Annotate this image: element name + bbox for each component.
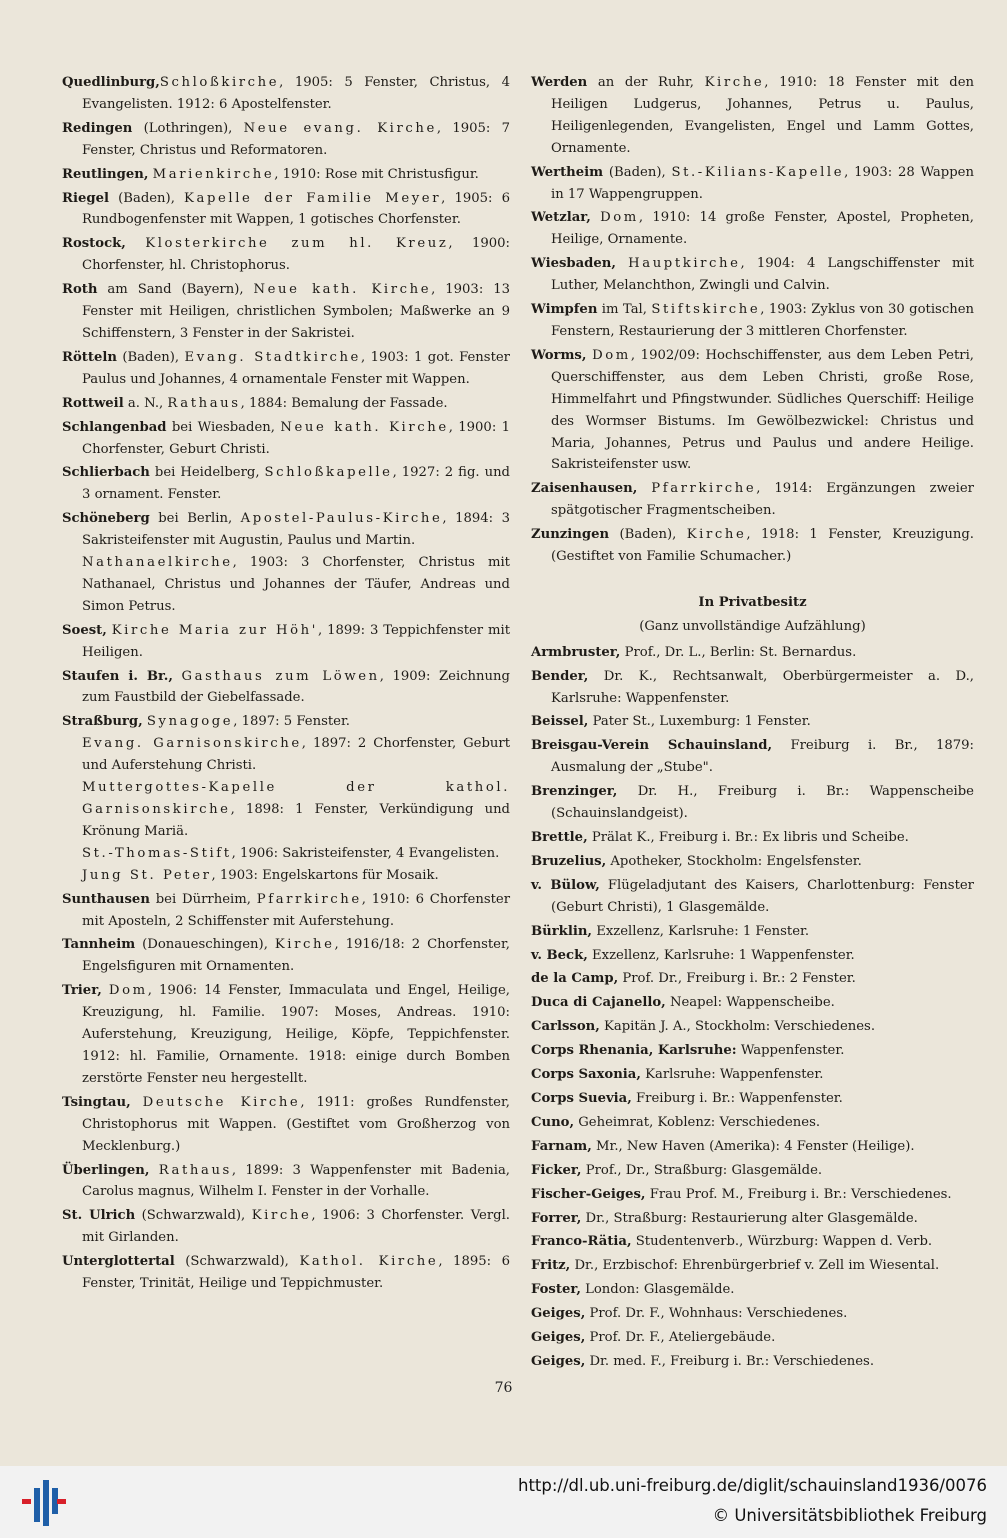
building-name: Kirche — [686, 527, 747, 543]
list-item — [531, 921, 974, 943]
entry-text: , 1910: Rose mit Christusfigur. — [274, 166, 479, 182]
list-item — [531, 968, 974, 990]
entry-text: , 1897: 5 Fenster. — [233, 714, 350, 730]
entry-text: , 1905: 6 Rundbogenfenster mit Wappen, 1 gotisches Chorfenster. — [82, 190, 510, 228]
building-name: Kathol. Kirche — [299, 1254, 439, 1270]
entry-text: am Sand (Bayern), — [97, 282, 254, 298]
entry-text: , 1903: Zyklus von 30 gotischen Fenstern, Restaurierung der 3 mittleren Chorfenster. — [551, 302, 974, 339]
owner-name: Fischer-Geiges, — [531, 1186, 646, 1202]
entry-text: (Baden), — [603, 164, 672, 180]
list-item — [62, 347, 510, 391]
entry-text: (Baden), — [108, 190, 185, 206]
entry-text: Prälat K., Freiburg i. Br.: Ex libris und Scheibe. — [587, 830, 909, 845]
building-name: Evang. Stadtkirche — [184, 349, 361, 365]
list-item — [62, 462, 510, 506]
building-name: Nathanaelkirche — [82, 555, 233, 571]
list-item — [531, 1112, 974, 1134]
list-item — [62, 733, 510, 777]
place-name: Wetzlar, — [531, 210, 591, 226]
list-item — [62, 164, 510, 186]
list-item — [531, 666, 974, 710]
list-item — [531, 851, 974, 873]
building-name: Kirche — [274, 937, 335, 953]
entry-text: a. N., — [123, 395, 168, 411]
owner-name: Brettle, — [531, 830, 588, 845]
entry-text: , 1910: 6 Chorfenster mit Aposteln, 2 Schiffenster mit Auferstehung. — [82, 891, 510, 929]
building-name: St.-Thomas-Stift — [82, 845, 232, 861]
list-item — [62, 552, 510, 618]
entry-text: an der Ruhr, — [587, 75, 705, 90]
list-item — [62, 666, 510, 710]
list-item — [62, 934, 510, 978]
place-name: Überlingen, — [62, 1162, 150, 1178]
building-name: Gasthaus zum Löwen — [181, 668, 380, 684]
list-item — [62, 980, 510, 1090]
list-item — [62, 1205, 510, 1249]
entry-text: , 1899: 3 Teppichfenster mit Heiligen. — [82, 622, 510, 660]
place-name: Sunthausen — [62, 891, 150, 907]
entry-text: , 1910: 14 große Fenster, Apostel, Propheten, Heilige, Ornamente. — [551, 210, 974, 248]
list-item — [62, 1251, 510, 1295]
place-name: Tannheim — [62, 937, 136, 953]
place-name: Rostock, — [62, 236, 126, 252]
place-name: Reutlingen, — [62, 166, 149, 182]
entry-text: Prof. Dr. F., Wohnhaus: Verschiedenes. — [585, 1306, 848, 1322]
building-name: Dom — [108, 983, 148, 999]
building-name: Kirche Maria zur Höh' — [111, 622, 319, 638]
list-item — [531, 72, 974, 160]
list-item — [531, 1279, 974, 1301]
right-column — [531, 72, 974, 1375]
list-item — [531, 1327, 974, 1349]
list-item — [531, 781, 974, 825]
list-item — [62, 72, 510, 116]
entry-text: Frau Prof. M., Freiburg i. Br.: Verschiedenes. — [645, 1186, 952, 1202]
section-title: In Privatbesitz — [698, 594, 807, 610]
entry-text — [173, 669, 182, 684]
list-item — [62, 279, 510, 345]
building-name: Evang. Garnisonskirche — [82, 736, 302, 752]
copyright-notice: © Universitätsbibliothek Freiburg — [712, 1506, 987, 1525]
right-column-entries — [531, 72, 974, 568]
owner-name: Foster, — [531, 1282, 581, 1298]
entry-text — [149, 1163, 158, 1178]
building-name: Rathaus — [158, 1162, 232, 1178]
owner-name: Armbruster, — [531, 644, 621, 660]
entry-text: , 1903: 1 got. Fenster Paulus und Johannes, 4 ornamentale Fenster mit Wappen. — [82, 349, 510, 387]
list-item — [531, 1303, 974, 1325]
entry-text: Kapitän J. A., Stockholm: Verschiedenes. — [599, 1019, 876, 1035]
owner-name: Farnam, — [531, 1138, 592, 1154]
entry-text: , 1903: 28 Wappen in 17 Wappengruppen. — [551, 164, 974, 202]
place-name: Trier, — [62, 983, 102, 999]
place-name: St. Ulrich — [62, 1208, 136, 1224]
place-name: Straßburg, — [62, 714, 143, 730]
owner-name: Forrer, — [531, 1210, 582, 1226]
entry-text: , 1918: 1 Fenster, Kreuzigung. (Gestiftet von Familie Schumacher.) — [551, 527, 974, 565]
entry-text: im Tal, — [597, 302, 652, 318]
entry-text — [131, 1095, 143, 1110]
owner-name: Corps Saxonia, — [531, 1067, 641, 1083]
entry-text: , 1900: Chorfenster, hl. Christophorus. — [82, 236, 510, 274]
owner-name: Breisgau-Verein Schauinsland, — [531, 738, 773, 754]
building-name: St.-Kilians-Kapelle — [671, 164, 845, 180]
entry-text: , 1905: 7 Fenster, Christus und Reformatoren. — [82, 120, 510, 158]
list-item — [531, 642, 974, 664]
entry-text: , 1910: 18 Fenster mit den Heiligen Ludgerus, Johannes, Petrus u. Paulus, Heiligenlegenden, Evangelisten, Engel und Lamm Gottes, Ornamente. — [551, 75, 974, 156]
building-name: Deutsche Kirche — [142, 1094, 301, 1110]
entry-text: Studentenverb., Würzburg: Wappen d. Verb. — [631, 1234, 933, 1250]
building-name: Muttergottes-Kapelle der kathol. Garnisonskirche — [82, 780, 510, 817]
building-name: Kirche — [704, 75, 765, 90]
owner-name: Bender, — [531, 668, 589, 684]
building-name: Hauptkirche — [628, 256, 741, 272]
place-name: Werden — [531, 75, 588, 90]
place-name: Worms, — [531, 347, 587, 363]
list-item — [531, 345, 974, 476]
owner-name: Beissel, — [531, 714, 589, 730]
private-entries — [531, 642, 974, 1373]
owner-name: Carlsson, — [531, 1019, 600, 1035]
list-item — [531, 1136, 974, 1158]
entry-text: (Donaueschingen), — [135, 937, 275, 953]
page-number: 76 — [494, 1380, 513, 1396]
list-item — [62, 508, 510, 552]
list-item — [62, 777, 510, 843]
list-item — [531, 524, 974, 568]
entry-text: (Baden), — [116, 349, 185, 365]
entry-text: Flügeladjutant des Kaisers, Charlottenburg: Fenster (Geburt Christi), 1 Glasgemälde. — [551, 877, 974, 915]
owner-name: v. Bülow, — [531, 877, 600, 893]
building-name: Synagoge — [146, 714, 234, 730]
entry-text: (Schwarzwald), — [135, 1208, 252, 1224]
list-item — [62, 233, 510, 277]
owner-name: Corps Rhenania, Karlsruhe: — [531, 1043, 737, 1059]
entry-text: bei Wiesbaden, — [166, 419, 281, 435]
entry-text: , 1897: 2 Chorfenster, Geburt und Auferstehung Christi. — [82, 736, 510, 774]
building-name: Neue kath. Kirche — [253, 282, 432, 298]
list-item — [531, 1040, 974, 1062]
building-name: Schloßkirche — [159, 75, 280, 90]
place-name: Unterglottertal — [62, 1254, 175, 1270]
entry-text: , 1894: 3 Sakristeifenster mit Augustin, Paulus und Martin. — [82, 511, 510, 549]
owner-name: Cuno, — [531, 1114, 575, 1130]
list-item — [531, 207, 974, 251]
place-name: Staufen i. Br., — [62, 668, 173, 684]
entry-text: , 1902/09: Hochschiffenster, aus dem Leben Petri, Querschiffenster, aus dem Leben Christi, große Rose, Himmelfahrt und Pfingstwunder. Südliches Querschiff: Heilige des Wormser Bistums. Im Gewölbezwickel: Christus und Maria, Johannes, Petrus und Paulus und andere Heilige. Sakristeifenster usw. — [551, 347, 974, 473]
list-item — [531, 1088, 974, 1110]
place-name: Quedlinburg, — [62, 75, 160, 90]
place-name: Redingen — [62, 120, 133, 136]
list-item — [531, 1208, 974, 1230]
list-item — [62, 889, 510, 933]
entry-text — [126, 236, 145, 251]
owner-name: Geiges, — [531, 1353, 586, 1369]
list-item — [531, 711, 974, 733]
entry-text: , 1905: 5 Fenster, Christus, 4 Evangelisten. 1912: 6 Apostelfenster. — [82, 75, 510, 112]
entry-text: bei Heidelberg, — [149, 465, 265, 481]
source-url[interactable]: http://dl.ub.uni-freiburg.de/diglit/schauinsland1936/0076 — [517, 1476, 987, 1495]
footer-bar — [0, 1466, 1007, 1538]
list-item — [531, 945, 974, 967]
entry-text: Karlsruhe: Wappenfenster. — [640, 1067, 824, 1083]
list-item — [62, 865, 510, 887]
entry-text: Freiburg i. Br.: Wappenfenster. — [631, 1090, 843, 1106]
entry-text: , 1903: 3 Chorfenster, Christus mit Nathanael, Christus und Johannes der Täufer, Andreas und Simon Petrus. — [82, 555, 510, 614]
place-name: Roth — [62, 282, 98, 298]
list-item — [62, 188, 510, 232]
entry-text: Dr. H., Freiburg i. Br.: Wappenscheibe (Schauinslandgeist). — [551, 784, 974, 822]
owner-name: Franco-Rätia, — [531, 1234, 632, 1250]
entry-text: , 1906: Sakristeifenster, 4 Evangelisten. — [231, 845, 500, 861]
building-name: Jung St. Peter — [82, 867, 212, 883]
list-item — [62, 1092, 510, 1158]
left-column — [62, 72, 510, 1297]
entry-text: , 1916/18: 2 Chorfenster, Engelsfiguren mit Ornamenten. — [82, 937, 510, 975]
entry-text: , 1906: 14 Fenster, Immaculata und Engel, Heilige, Kreuzigung, hl. Familie. 1907: Moses, Andreas. 1910: Auferstehung, Kreuzigung, Heilige, Köpfe, Teppichfenster. 1912: hl. Familie, Ornamente. 1918: einige durch Bomben zerstörte Fenster neu hergestellt. — [82, 983, 510, 1086]
list-item — [62, 620, 510, 664]
owner-name: de la Camp, — [531, 971, 619, 987]
entry-text: London: Glasgemälde. — [580, 1282, 735, 1298]
place-name: Soest, — [62, 622, 107, 638]
list-item — [62, 393, 510, 415]
entry-text: , 1899: 3 Wappenfenster mit Badenia, Carolus magnus, Wilhelm I. Fenster in der Vorhalle. — [82, 1162, 511, 1200]
building-name: Stiftskirche — [651, 302, 761, 318]
list-item — [531, 1351, 974, 1373]
owner-name: Bürklin, — [531, 923, 593, 939]
list-item — [531, 875, 974, 919]
building-name: Marienkirche — [152, 166, 275, 182]
entry-text: Dr. med. F., Freiburg i. Br.: Verschiedenes. — [585, 1353, 875, 1369]
entry-text: Prof. Dr., Freiburg i. Br.: 2 Fenster. — [618, 971, 856, 987]
owner-name: Fritz, — [531, 1258, 571, 1274]
entry-text: Geheimrat, Koblenz: Verschiedenes. — [574, 1114, 821, 1130]
entry-text: , 1914: Ergänzungen zweier spätgotischer Fragmentscheiben. — [551, 481, 974, 519]
list-item — [62, 843, 510, 865]
building-name: Klosterkirche zum hl. Kreuz — [145, 236, 449, 252]
entry-text: Prof. Dr. F., Ateliergebäude. — [585, 1330, 776, 1346]
entry-text: , 1895: 6 Fenster, Trinität, Heilige und Teppichmuster. — [82, 1254, 510, 1292]
entry-text: , 1927: 2 fig. und 3 ornament. Fenster. — [82, 465, 510, 503]
entry-text: bei Berlin, — [149, 511, 241, 527]
owner-name: v. Beck, — [531, 947, 588, 963]
owner-name: Geiges, — [531, 1330, 586, 1346]
entry-text: Prof., Dr., Straßburg: Glasgemälde. — [581, 1162, 823, 1178]
list-item — [531, 735, 974, 779]
list-item — [531, 1184, 974, 1206]
entry-text: bei Dürrheim, — [149, 891, 257, 907]
building-name: Kapelle der Familie Meyer — [184, 190, 442, 206]
entry-text — [591, 210, 600, 225]
place-name: Zaisenhausen, — [531, 481, 638, 497]
place-name: Schöneberg — [62, 511, 150, 527]
entry-text: Prof., Dr. L., Berlin: St. Bernardus. — [620, 644, 857, 660]
building-name: Apostel-Paulus-Kirche — [240, 511, 443, 527]
list-item — [531, 1255, 974, 1277]
entry-text: (Lothringen), — [132, 120, 244, 136]
place-name: Wertheim — [531, 164, 604, 180]
place-name: Zunzingen — [531, 527, 610, 543]
owner-name: Ficker, — [531, 1162, 582, 1178]
building-name: Neue evang. Kirche — [243, 120, 437, 136]
entry-text: (Schwarzwald), — [174, 1254, 300, 1270]
entry-text: , 1903: 13 Fenster mit Heiligen, christlichen Symbolen; Maßwerke an 9 Schiffenstern, 3 Fenster in der Sakristei. — [82, 282, 510, 341]
place-name: Wiesbaden, — [531, 256, 616, 272]
entry-text: Wappenfenster. — [736, 1043, 845, 1059]
building-name: Pfarrkirche — [651, 481, 757, 497]
entry-text: Dr. K., Rechtsanwalt, Oberbürgermeister a. D., Karlsruhe: Wappenfenster. — [551, 668, 974, 706]
list-item — [531, 1160, 974, 1182]
building-name: Rathaus — [167, 395, 241, 411]
entry-text: , 1884: Bemalung der Fassade. — [240, 395, 448, 411]
building-name: Dom — [600, 210, 639, 226]
list-item — [531, 1231, 974, 1253]
building-name: Schloßkapelle — [264, 465, 393, 481]
entry-text — [102, 983, 109, 998]
entry-text: , 1909: Zeichnung zum Faustbild der Giebelfassade. — [82, 668, 510, 706]
list-item — [62, 711, 510, 733]
owner-name: Geiges, — [531, 1306, 586, 1322]
owner-name: Corps Suevia, — [531, 1090, 632, 1106]
entry-text: (Baden), — [609, 527, 687, 543]
entry-text: Freiburg i. Br., 1879: Ausmalung der „Stube". — [551, 738, 974, 776]
list-item — [531, 478, 974, 522]
entry-text — [637, 481, 651, 496]
owner-name: Duca di Cajanello, — [531, 995, 666, 1011]
list-item — [62, 118, 510, 162]
building-name: Dom — [592, 347, 631, 363]
list-item — [531, 1016, 974, 1038]
place-name: Wimpfen — [531, 302, 598, 318]
list-item — [531, 1064, 974, 1086]
entry-text: Dr., Straßburg: Restaurierung alter Glasgemälde. — [581, 1210, 918, 1226]
building-name: Pfarrkirche — [256, 891, 362, 907]
list-item — [62, 417, 510, 461]
building-name: Neue kath. Kirche — [280, 419, 449, 435]
list-item — [62, 1160, 510, 1204]
entry-text: Pater St., Luxemburg: 1 Fenster. — [588, 714, 811, 730]
place-name: Rötteln — [62, 349, 117, 365]
owner-name: Bruzelius, — [531, 853, 607, 869]
entry-text: , 1900: 1 Chorfenster, Geburt Christi. — [82, 419, 510, 457]
entry-text: Neapel: Wappenscheibe. — [665, 995, 835, 1011]
place-name: Riegel — [62, 190, 109, 206]
list-item — [531, 253, 974, 297]
entry-text: , 1911: großes Rundfenster, Christophorus mit Wappen. (Gestiftet vom Großherzog von Mecklenburg.) — [82, 1094, 510, 1154]
entry-text: , 1903: Engelskartons für Mosaik. — [211, 867, 439, 883]
entry-text: , 1906: 3 Chorfenster. Vergl. mit Girlanden. — [82, 1208, 510, 1246]
place-name: Schlierbach — [62, 465, 150, 481]
list-item — [531, 162, 974, 206]
place-name: Rottweil — [62, 395, 124, 411]
entry-text: Dr., Erzbischof: Ehrenbürgerbrief v. Zell im Wiesental. — [570, 1258, 940, 1274]
place-name: Schlangenbad — [62, 419, 167, 435]
entry-text: Mr., New Haven (Amerika): 4 Fenster (Heilige). — [591, 1138, 915, 1154]
section-subtitle: (Ganz unvollständige Aufzählung) — [639, 618, 866, 634]
place-name: Tsingtau, — [62, 1094, 131, 1110]
entry-text: , 1904: 4 Langschiffenster mit Luther, Melanchthon, Zwingli und Calvin. — [551, 256, 974, 294]
building-name: Kirche — [251, 1208, 312, 1224]
entry-text: Exzellenz, Karlsruhe: 1 Wappenfenster. — [587, 947, 855, 963]
list-item — [531, 827, 974, 849]
owner-name: Brenzinger, — [531, 784, 618, 800]
entry-text: , 1898: 1 Fenster, Verkündigung und Krönung Mariä. — [82, 802, 510, 839]
entry-text: Exzellenz, Karlsruhe: 1 Fenster. — [592, 923, 810, 939]
entry-text: Apotheker, Stockholm: Engelsfenster. — [606, 853, 862, 869]
library-logo-icon — [22, 1476, 66, 1528]
list-item — [531, 299, 974, 343]
list-item — [531, 992, 974, 1014]
entry-text — [616, 256, 628, 271]
